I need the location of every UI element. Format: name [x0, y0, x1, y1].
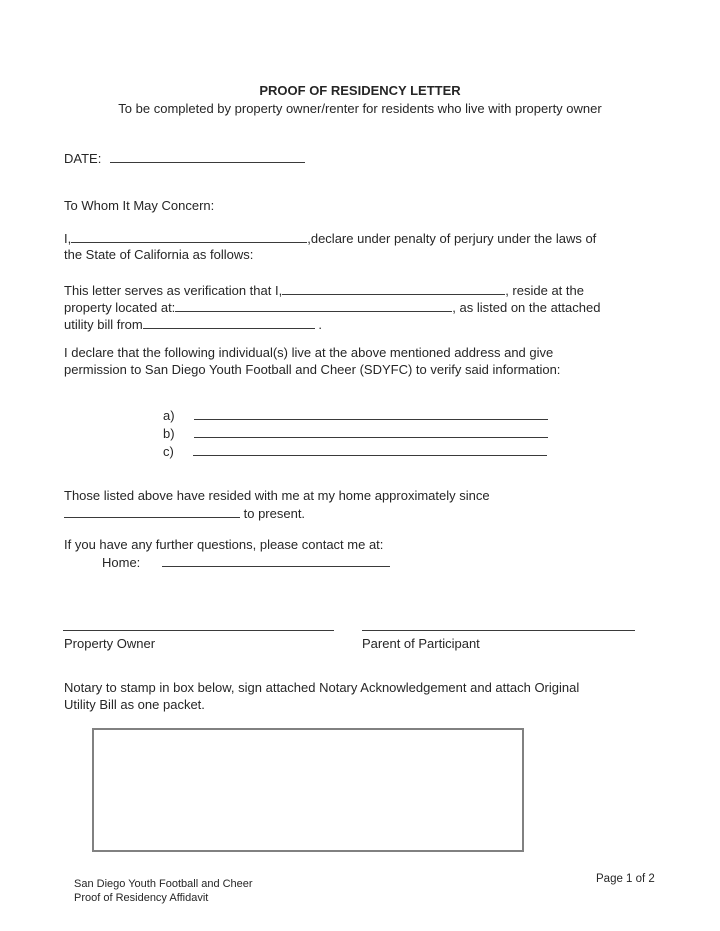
- individual-row-c: [163, 442, 547, 461]
- contact-home-row: [102, 553, 390, 572]
- individual-a-label: a): [163, 408, 175, 423]
- utility-provider-blank-field[interactable]: [143, 315, 315, 329]
- footer-org-line-2: Proof of Residency Affidavit: [74, 892, 209, 904]
- individual-row-b: [163, 424, 548, 443]
- declaration-line-1: [64, 229, 596, 248]
- verification-line2-pre: property located at:: [64, 300, 176, 315]
- notary-instruction-line-2: Utility Bill as one packet.: [64, 697, 205, 712]
- verification-line-1: [64, 281, 584, 300]
- declaration-post: ,declare under penalty of perjury under the laws of: [307, 231, 597, 246]
- document-title: PROOF OF RESIDENCY LETTER: [259, 83, 461, 98]
- parent-of-participant-label: Parent of Participant: [362, 636, 480, 651]
- verification-line2-post: , as listed on the attached: [452, 300, 601, 315]
- residency-duration-line-1: Those listed above have resided with me at my home approximately since: [64, 488, 490, 503]
- individuals-intro-line-1: I declare that the following individual(s) live at the above mentioned address and give: [64, 345, 554, 360]
- individual-c-label: c): [163, 444, 174, 459]
- declaration-pre: I,: [64, 231, 72, 246]
- verification-line3-pre: utility bill from: [64, 317, 143, 332]
- notary-stamp-box[interactable]: [92, 728, 524, 852]
- verification-line1-pre: This letter serves as verification that I,: [64, 283, 283, 298]
- declaration-line-2: the State of California as follows:: [64, 247, 254, 262]
- individual-a-blank-field[interactable]: [194, 406, 548, 420]
- verification-line3-post: .: [314, 317, 322, 332]
- verification-line-3: [64, 315, 322, 334]
- contact-line-1: If you have any further questions, please contact me at:: [64, 537, 384, 552]
- residency-duration-post: to present.: [240, 506, 306, 521]
- home-phone-blank-field[interactable]: [162, 553, 390, 567]
- residency-duration-line-2: [64, 504, 305, 523]
- parent-signature-line[interactable]: [362, 630, 635, 631]
- individuals-intro-line-2: permission to San Diego Youth Football and Cheer (SDYFC) to verify said information:: [64, 362, 561, 377]
- home-label: Home:: [102, 555, 141, 570]
- date-blank-field[interactable]: [110, 149, 305, 163]
- verification-line1-post: , reside at the: [505, 283, 584, 298]
- declarant-name-blank-field[interactable]: [71, 229, 307, 243]
- verification-line-2: [64, 298, 600, 317]
- individual-c-blank-field[interactable]: [193, 442, 547, 456]
- document-subtitle: To be completed by property owner/renter for residents who live with property owner: [118, 101, 602, 116]
- footer-org-line-1: San Diego Youth Football and Cheer: [74, 878, 253, 890]
- verification-name-blank-field[interactable]: [282, 281, 505, 295]
- individual-b-blank-field[interactable]: [194, 424, 548, 438]
- page-number: Page 1 of 2: [596, 873, 655, 885]
- date-row: [64, 149, 305, 168]
- salutation: To Whom It May Concern:: [64, 198, 215, 213]
- individual-row-a: [163, 406, 548, 425]
- residency-since-blank-field[interactable]: [64, 504, 240, 518]
- date-label: DATE:: [64, 151, 102, 166]
- individual-b-label: b): [163, 426, 175, 441]
- notary-instruction-line-1: Notary to stamp in box below, sign attached Notary Acknowledgement and attach Original: [64, 680, 580, 695]
- property-owner-label: Property Owner: [64, 636, 156, 651]
- property-address-blank-field[interactable]: [175, 298, 452, 312]
- property-owner-signature-line[interactable]: [63, 630, 334, 631]
